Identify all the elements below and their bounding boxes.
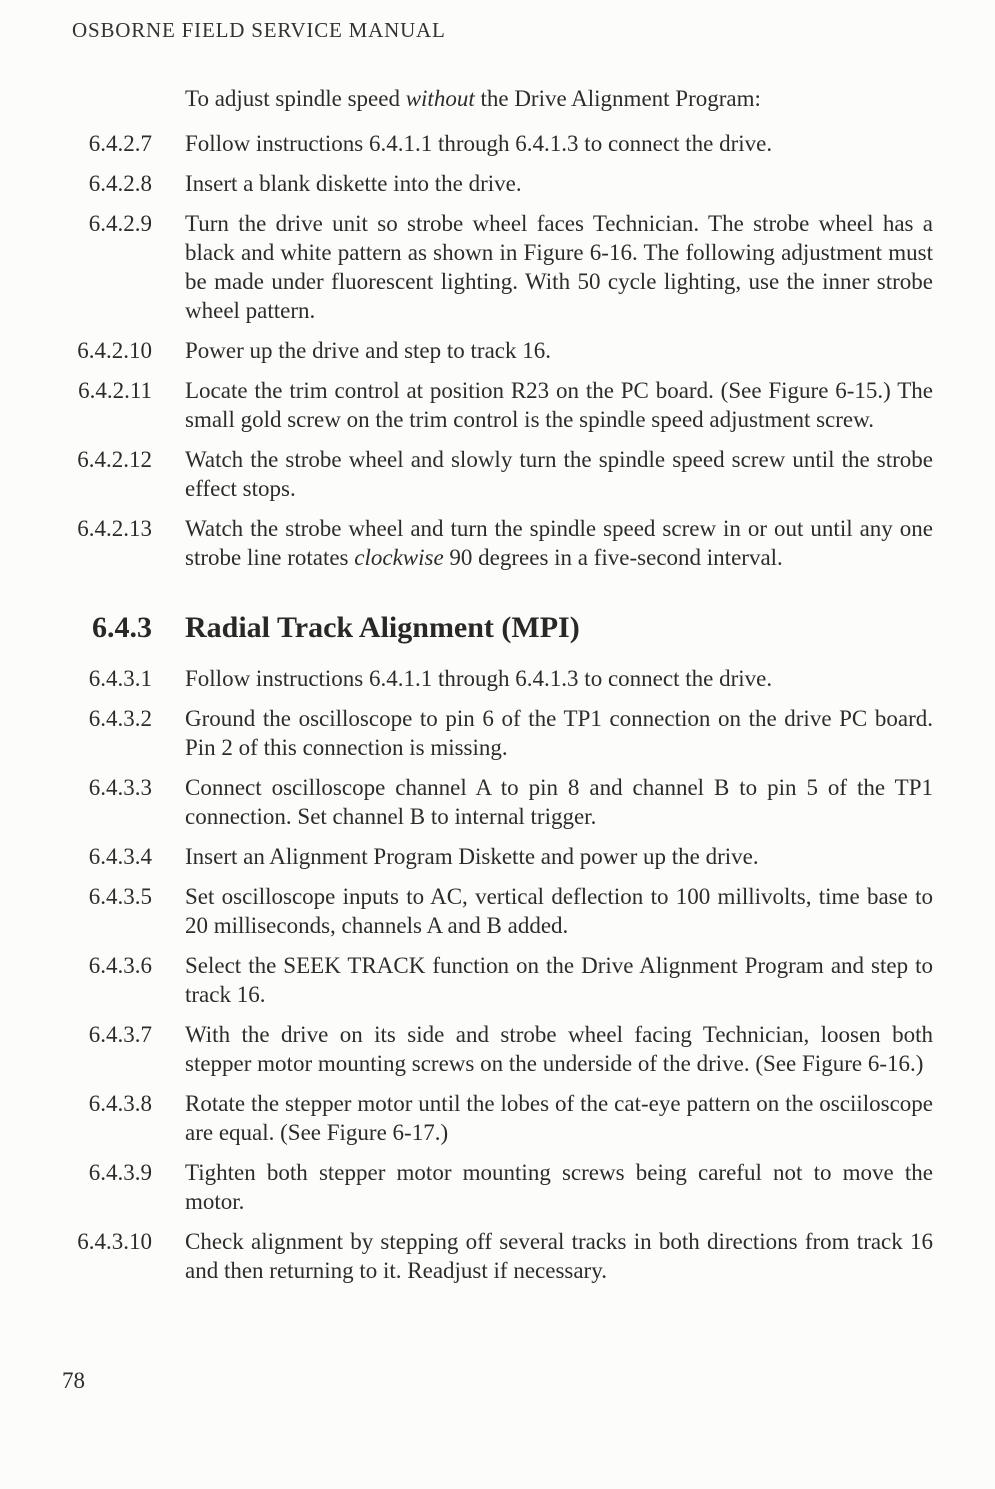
- instruction-item: [0, 445, 935, 503]
- section-title: Radial Track Alignment (MPI): [185, 611, 580, 644]
- item-number: 6.4.3.8: [88, 1091, 152, 1116]
- section-number: 6.4.3: [92, 611, 152, 644]
- item-number: 6.4.3.1: [88, 666, 152, 691]
- item-number: 6.4.3.6: [88, 953, 152, 978]
- item-number: 6.4.2.7: [88, 131, 152, 156]
- page-header: OSBORNE FIELD SERVICE MANUAL: [72, 18, 446, 42]
- item-text: Follow instructions 6.4.1.1 through 6.4.1.3 to connect the drive.: [185, 131, 773, 156]
- item-number: 6.4.3.10: [77, 1229, 152, 1254]
- page-number: 78: [62, 1368, 85, 1393]
- instruction-item: [0, 514, 935, 572]
- item-number: 6.4.2.11: [78, 378, 152, 403]
- instruction-item: [0, 1089, 935, 1147]
- item-text: Rotate the stepper motor until the lobes of the cat-eye pattern on the osciiloscope are equal. (See Figure 6-17.): [185, 1091, 933, 1145]
- instruction-item: [0, 376, 935, 434]
- item-number: 6.4.3.3: [88, 775, 152, 800]
- item-number: 6.4.2.10: [77, 338, 152, 363]
- instruction-item: [0, 336, 935, 365]
- item-text: Ground the oscilloscope to pin 6 of the TP1 connection on the drive PC board. Pin 2 of this connection is missing.: [185, 706, 933, 760]
- item-text: Tighten both stepper motor mounting screws being careful not to move the motor.: [185, 1160, 933, 1214]
- instruction-item: [0, 1227, 935, 1285]
- item-number: 6.4.3.2: [88, 706, 152, 731]
- item-number: 6.4.2.12: [77, 447, 152, 472]
- instruction-item: [0, 842, 935, 871]
- instruction-item: [0, 704, 935, 762]
- item-number: 6.4.3.9: [88, 1160, 152, 1185]
- item-number: 6.4.2.9: [88, 211, 152, 236]
- item-number: 6.4.3.7: [88, 1022, 152, 1047]
- item-text: Watch the strobe wheel and slowly turn the spindle speed screw until the strobe effect stops.: [185, 447, 933, 501]
- item-text: Select the SEEK TRACK function on the Drive Alignment Program and step to track 16.: [185, 953, 933, 1007]
- item-number: 6.4.2.8: [88, 171, 152, 196]
- item-text: Locate the trim control at position R23 on the PC board. (See Figure 6-15.) The small gold screw on the trim control is the spindle speed adjustment screw.: [185, 378, 933, 432]
- item-text: Set oscilloscope inputs to AC, vertical deflection to 100 millivolts, time base to 20 milliseconds, channels A and B added.: [185, 884, 933, 938]
- instruction-item: [0, 773, 935, 831]
- intro-paragraph: To adjust spindle speed without the Drive Alignment Program:: [185, 86, 761, 111]
- item-text: Insert a blank diskette into the drive.: [185, 171, 522, 196]
- instruction-item: [0, 882, 935, 940]
- page-content: [0, 84, 935, 1296]
- instruction-item: [0, 664, 935, 693]
- item-number: 6.4.3.4: [88, 844, 152, 869]
- section-heading: [0, 610, 935, 646]
- instruction-item: [0, 1158, 935, 1216]
- item-text: With the drive on its side and strobe wheel facing Technician, loosen both stepper motor mounting screws on the underside of the drive. (See Figure 6-16.): [185, 1022, 933, 1076]
- instruction-item: [0, 129, 935, 158]
- instruction-item: [0, 1020, 935, 1078]
- item-number: 6.4.2.13: [77, 516, 152, 541]
- instruction-item: [0, 209, 935, 325]
- item-text: Turn the drive unit so strobe wheel faces Technician. The strobe wheel has a black and white pattern as shown in Figure 6-16. The following adjustment must be made under fluorescent lighting. With 50 cycle lighting, use the inner strobe wheel pattern.: [185, 211, 933, 323]
- instruction-item: [0, 951, 935, 1009]
- item-text: Follow instructions 6.4.1.1 through 6.4.1.3 to connect the drive.: [185, 666, 773, 691]
- item-text: Connect oscilloscope channel A to pin 8 and channel B to pin 5 of the TP1 connection. Set channel B to internal trigger.: [185, 775, 933, 829]
- item-text: Power up the drive and step to track 16.: [185, 338, 551, 363]
- item-number: 6.4.3.5: [88, 884, 152, 909]
- item-text: Insert an Alignment Program Diskette and power up the drive.: [185, 844, 759, 869]
- item-text: Check alignment by stepping off several tracks in both directions from track 16 and then returning to it. Readjust if necessary.: [185, 1229, 933, 1283]
- instruction-item: [0, 169, 935, 198]
- item-text: Watch the strobe wheel and turn the spindle speed screw in or out until any one strobe line rotates clockwise 90 degrees in a five-second interval.: [185, 516, 933, 570]
